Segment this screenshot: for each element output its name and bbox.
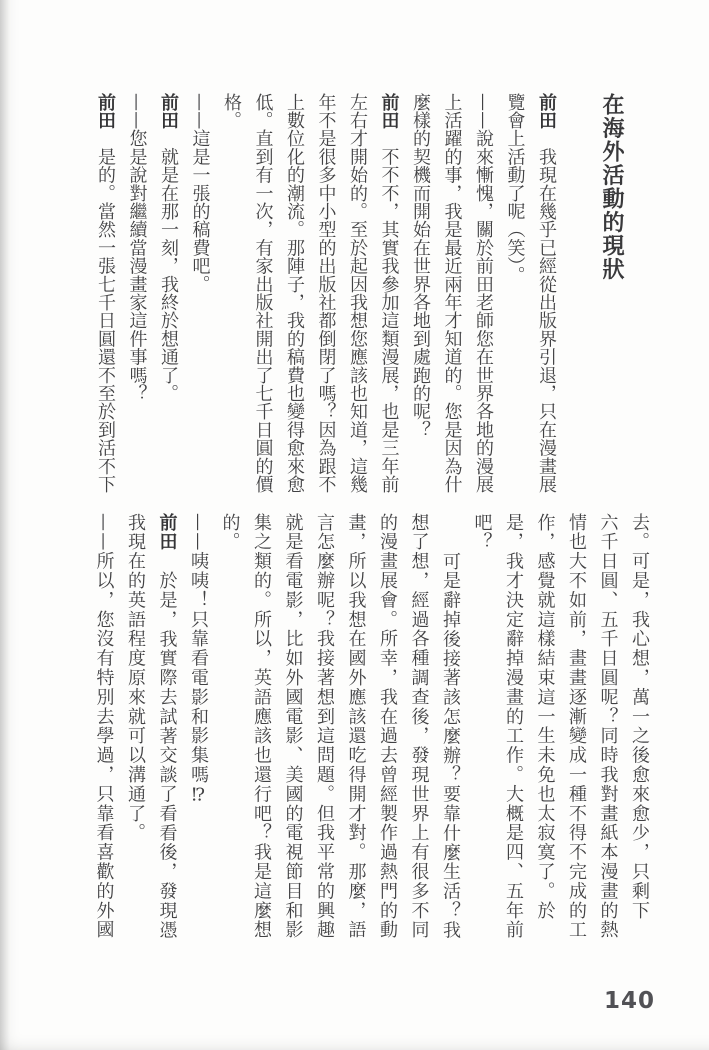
text-column: 是，我才決定辭掉漫畫的工作。大概是四、五年前 (503, 513, 524, 940)
text-column: 作，感覺就這樣結束這一生未免也太寂寞了。於 (534, 513, 556, 921)
text-column: 前田 就是在那一刻，我終於想通了。 (158, 93, 179, 403)
text-column: 吧？ (471, 513, 493, 552)
text-column: 前田 不不不，其實我參加這類漫展，也是三年前 (378, 93, 400, 494)
text-column: 覽會上活動了呢（笑）。 (504, 93, 526, 285)
text-column: 的。 (219, 513, 241, 552)
text-column: ——您是說對繼續當漫畫家這件事嗎？ (126, 93, 148, 403)
text-column: ——咦咦！只靠看電影和影集嗎⁉ (188, 513, 209, 807)
speaker-label: 前田 (378, 93, 400, 130)
speaker-label: 前田 (156, 513, 178, 552)
text-column: 格。 (221, 93, 242, 130)
text-column: 年不是很多中小型的出版社都倒閉了嗎？因為跟不 (315, 93, 337, 494)
text-column: 的漫畫展會。所幸，我在過去曾經製作過熱門的動 (377, 513, 398, 940)
text-column: 上數位化的潮流。那陣子，我的稿費也變得愈來愈 (284, 93, 305, 494)
speaker-label: 前田 (95, 93, 116, 130)
text-column: 麼樣的契機而開始在世界各地到處跑的呢？ (410, 93, 431, 439)
text-column: 我現在的英語程度原來就可以溝通了。 (125, 513, 146, 843)
text-column: 集之類的。所以，英語應該也還行吧？我是這麼想 (251, 513, 272, 940)
text-column: 情也大不如前，畫畫逐漸變成一種不得不完成的工 (566, 513, 587, 940)
text-column: 前田 於是，我實際去試著交談了看看後，發現憑 (156, 513, 178, 940)
text-column: 左右才開始的。至於起因我想您應該也知道，這幾 (347, 93, 368, 494)
text-column: 前田 是的。當然一張七千日圓還不至於到活不下 (95, 93, 116, 494)
text-column: 上活躍的事，我是最近兩年才知道的。您是因為什 (441, 93, 463, 494)
text-column: 言怎麼辦呢？我接著想到這問題。但我平常的興趣 (314, 513, 335, 940)
text-column: 前田 我現在幾乎已經從出版界引退，只在漫畫展 (536, 93, 557, 494)
page-number: 140 (603, 988, 655, 1014)
text-column: ——這是一張的稿費吧。 (189, 93, 211, 294)
text-column: ——所以，您沒有特別去學過，只靠看喜歡的外國 (93, 513, 115, 940)
bottom-text-block (88, 513, 655, 953)
text-column: 想了想，經過各種調查後，發現世界上有很多不同 (408, 513, 430, 940)
text-column: 低。直到有一次，有家出版社開出了七千日圓的價 (252, 93, 274, 494)
text-column: 畫，所以我想在國外應該還吃得開才對。那麼，語 (345, 513, 367, 940)
text-column: 就是看電影，比如外國電影、美國的電視節目和影 (282, 513, 304, 940)
speaker-label: 前田 (536, 93, 557, 130)
top-text-block (90, 93, 625, 518)
text-column: ——說來慚愧，關於前田老師您在世界各地的漫展 (473, 93, 494, 494)
text-column: 可是辭掉後接著該怎麼辦？要靠什麼生活？我 (440, 552, 461, 940)
text-column: 去。可是，我心想，萬一之後愈來愈少，只剩下 (629, 513, 650, 921)
text-column: 六千日圓、五千日圓呢？同時我對畫紙本漫畫的熱 (597, 513, 619, 940)
section-title: 在海外活動的現狀 (599, 93, 624, 281)
speaker-label: 前田 (158, 93, 179, 130)
